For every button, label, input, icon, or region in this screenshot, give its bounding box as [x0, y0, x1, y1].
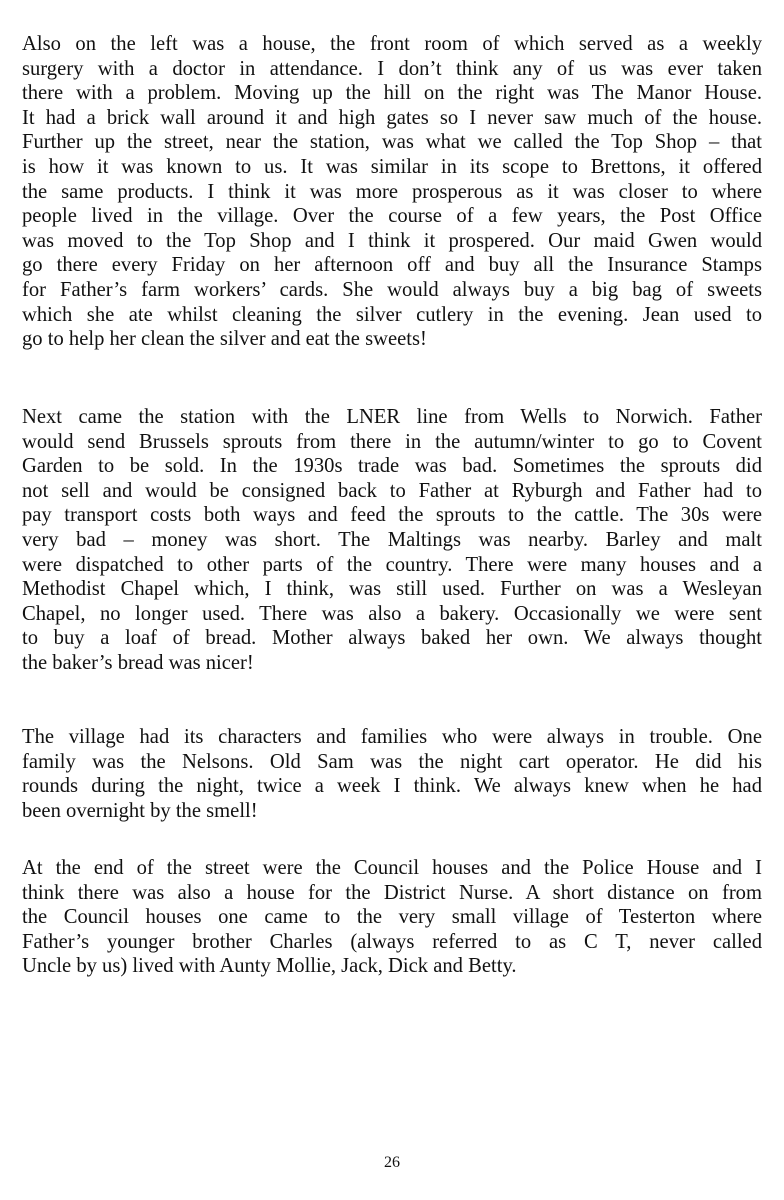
text-line: Garden to be sold. In the 1930s trade was bad. Sometimes the sprouts did — [22, 455, 762, 478]
text-line: go there every Friday on her afternoon off and buy all the Insurance Stamps — [22, 254, 762, 277]
text-line: Also on the left was a house, the front room of which served as a weekly — [22, 33, 762, 55]
text-line: Chapel, no longer used. There was also a bakery. Occasionally we were sent — [22, 602, 762, 625]
page-number: 26 — [384, 1154, 400, 1171]
text-line: Methodist Chapel which, I think, was still used. Further on was a Wesleyan — [22, 578, 762, 601]
paragraph-3 — [22, 725, 762, 823]
text-line: Further up the street, near the station, was what we called the Top Shop – that — [22, 131, 762, 154]
text-line: family was the Nelsons. Old Sam was the night cart operator. He did his — [22, 750, 762, 773]
paragraph-1 — [22, 32, 762, 352]
text-line: pay transport costs both ways and feed the sprouts to the cattle. The 30s were — [22, 504, 762, 527]
text-line: not sell and would be consigned back to Father at Ryburgh and Father had to — [22, 479, 762, 502]
text-line: people lived in the village. Over the course of a few years, the Post Office — [22, 205, 762, 228]
text-line: rounds during the night, twice a week I think. We always knew when he had — [22, 775, 762, 798]
text-line: to buy a loaf of bread. Mother always baked her own. We always thought — [22, 627, 762, 650]
text-line: It had a brick wall around it and high gates so I never saw much of the house. — [22, 106, 762, 129]
text-line: the baker’s bread was nicer! — [22, 651, 254, 674]
text-line: go to help her clean the silver and eat the sweets! — [22, 328, 427, 351]
text-line: Uncle by us) lived with Aunty Mollie, Jack, Dick and Betty. — [22, 955, 517, 978]
paragraph-4 — [22, 856, 762, 979]
text-line: were dispatched to other parts of the country. There were many houses and a — [22, 553, 762, 576]
text-line: is how it was known to us. It was similar in its scope to Brettons, it offered — [22, 155, 762, 178]
text-line: there with a problem. Moving up the hill on the right was The Manor House. — [22, 82, 762, 105]
text-line: the Council houses one came to the very small village of Testerton where — [22, 906, 762, 929]
text-line: surgery with a doctor in attendance. I don’t think any of us was ever taken — [22, 57, 762, 80]
text-line: The village had its characters and families who were always in trouble. One — [22, 726, 762, 748]
text-line: was moved to the Top Shop and I think it prospered. Our maid Gwen would — [22, 229, 762, 252]
text-line: Next came the station with the LNER line from Wells to Norwich. Father — [22, 406, 762, 428]
text-line: the same products. I think it was more prosperous as it was closer to where — [22, 180, 762, 203]
text-line: very bad – money was short. The Maltings was nearby. Barley and malt — [22, 528, 762, 551]
text-line: Father’s younger brother Charles (always referred to as C T, never called — [22, 930, 762, 953]
text-line: for Father’s farm workers’ cards. She would always buy a big bag of sweets — [22, 278, 762, 301]
paragraph-2 — [22, 405, 762, 676]
text-line: been overnight by the smell! — [22, 799, 258, 822]
text-line: think there was also a house for the District Nurse. A short distance on from — [22, 881, 762, 904]
text-line: which she ate whilst cleaning the silver cutlery in the evening. Jean used to — [22, 303, 762, 326]
text-line: would send Brussels sprouts from there in the autumn/winter to go to Covent — [22, 430, 762, 453]
text-line: At the end of the street were the Council houses and the Police House and I — [22, 857, 762, 879]
